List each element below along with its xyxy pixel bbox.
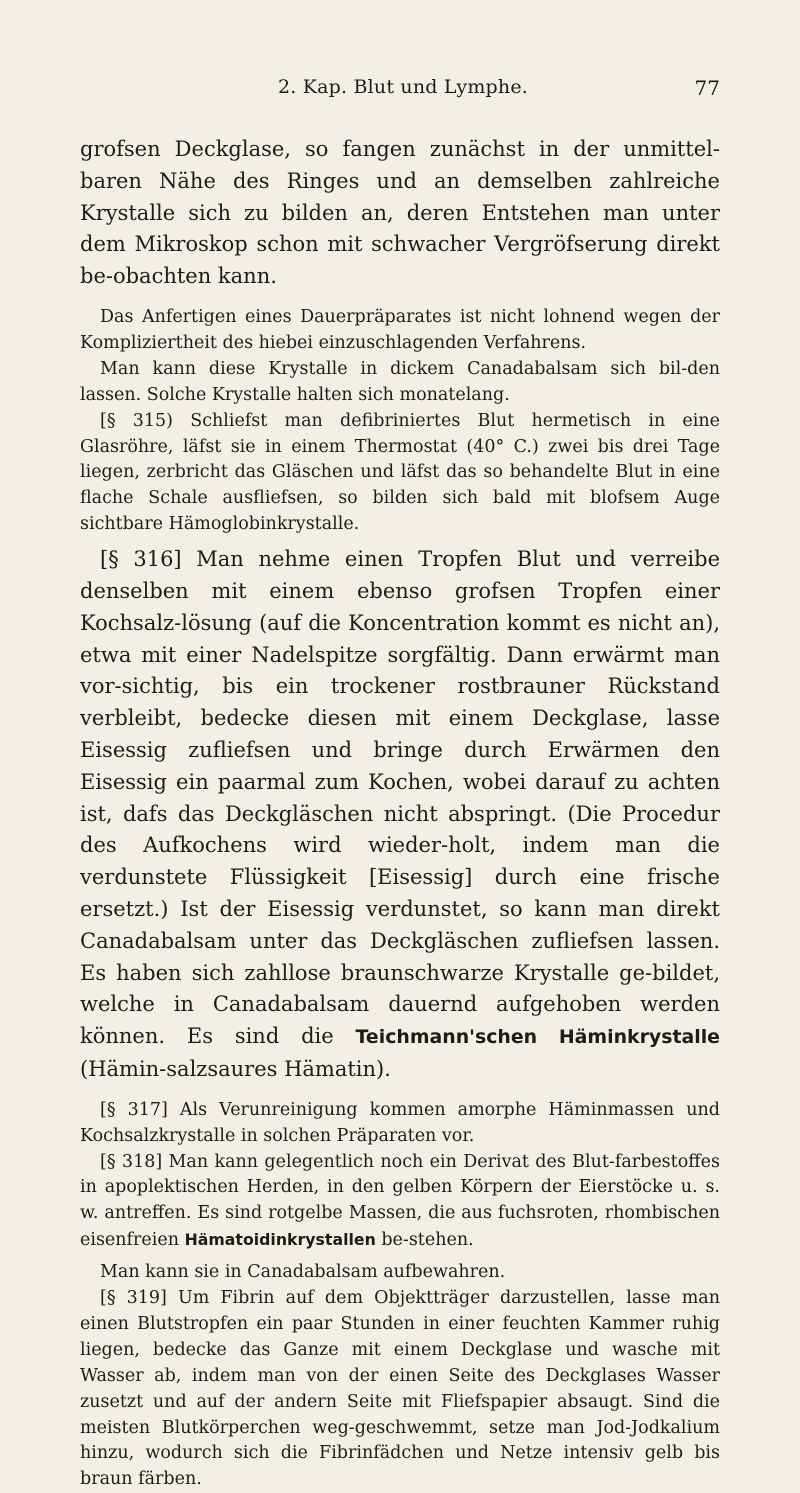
paragraph-316-end: (Hämin-salzsaures Hämatin). [80,1056,391,1081]
page-header [86,76,720,106]
paragraph-315: [§ 315) Schliefst man defibriniertes Blut hermetisch in eine Glasröhre, läfst sie in einem Thermostat (40° C.) zwei bis drei Tage liegen, zerbricht das Gläschen und läfst das so behandelte Blut in eine flache Schale ausfliefsen, so bilden sich bald mit blofsem Auge sichtbare Hämoglobinkrystalle. [80,410,720,535]
paragraph-canadabalsam: Man kann diese Krystalle in dickem Canadabalsam sich bil-den lassen. Solche Krystalle halten sich monatelang. [80,358,720,405]
paragraph-aufbewahren: Man kann sie in Canadabalsam aufbewahren. [100,1262,506,1283]
paragraph-318 [80,1150,720,1255]
term-haematoidinkrystalle: Hämatoidinkrystallen [184,1230,376,1250]
page-number: 77 [694,76,720,100]
running-head: 2. Kap. Blut und Lymphe. [277,76,529,98]
paragraph-318-end: be-stehen. [381,1230,474,1251]
paragraph-319: [§ 319] Um Fibrin auf dem Objektträger darzustellen, lasse man einen Blutstropfen ein paar Stunden in einer feuchten Kammer ruhig liegen, bedecke das Ganze mit einem Deckglase und wasche mit Wasser ab, indem man von der einen Seite des Deckglases Wasser zusetzt und auf der andern Seite mit Fliefspapier absaugt. Sind die meisten Blutkörperchen weg-geschwemmt, setze man Jod-Jodkalium hinzu, wodurch sich die Fibrinfädchen und Netze intensiv gelb bis braun färben. [80,1288,720,1490]
paragraph-dauerpraeparat: Das Anfertigen eines Dauerpräparates ist nicht lohnend wegen der Kompliziertheit des hiebei einzuschlagenden Verfahrens. [80,306,720,353]
term-teichmann-haeminkrystalle: Teichmann'schen Häminkrystalle [355,1026,720,1049]
paragraph-316 [80,544,720,1086]
paragraph-316-text: [§ 316] Man nehme einen Tropfen Blut und verreibe denselben mit einem ebenso grofsen Tropfen einer Kochsalz-lösung (auf die Koncentration kommt es nicht an), etwa mit einer Nadelspitze sorgfältig. Dann erwärmt man vor-sichtig, bis ein trockener rostbrauner Rückstand verbleibt, bedecke diesen mit einem Deckglase, lasse Eisessig zufliefsen und bringe durch Erwärmen den Eisessig ein paarmal zum Kochen, wobei darauf zu achten ist, dafs das Deckgläschen nicht abspringt. (Die Procedur des Aufkochens wird wieder-holt, indem man die verdunstete Flüssigkeit [Eisessig] durch eine frische ersetzt.) Ist der Eisessig verdunstet, so kann man direkt Canadabalsam unter das Deckgläschen zufliefsen lassen. Es haben sich zahllose braunschwarze Krystalle ge-bildet, welche in Canadabalsam dauernd aufgehoben werden können. Es sind die [80,547,720,1049]
body-text [80,134,720,1493]
paragraph-continued: grofsen Deckglase, so fangen zunächst in der unmittel-baren Nähe des Ringes und an demselben zahlreiche Krystalle sich zu bilden an, deren Entstehen man unter dem Mikroskop schon mit schwacher Vergröfserung direkt be-obachten kann. [80,137,720,289]
paragraph-318-text: [§ 318] Man kann gelegentlich noch ein Derivat des Blut-farbestoffes in apoplektischen Herden, in den gelben Körpern der Eierstöcke u. s. w. antreffen. Es sind rotgelbe Massen, die aus fuchsroten, rhombischen eisenfreien [80,1151,720,1251]
paragraph-317: [§ 317] Als Verunreinigung kommen amorphe Häminmassen und Kochsalzkrystalle in solchen Präparaten vor. [80,1099,720,1146]
